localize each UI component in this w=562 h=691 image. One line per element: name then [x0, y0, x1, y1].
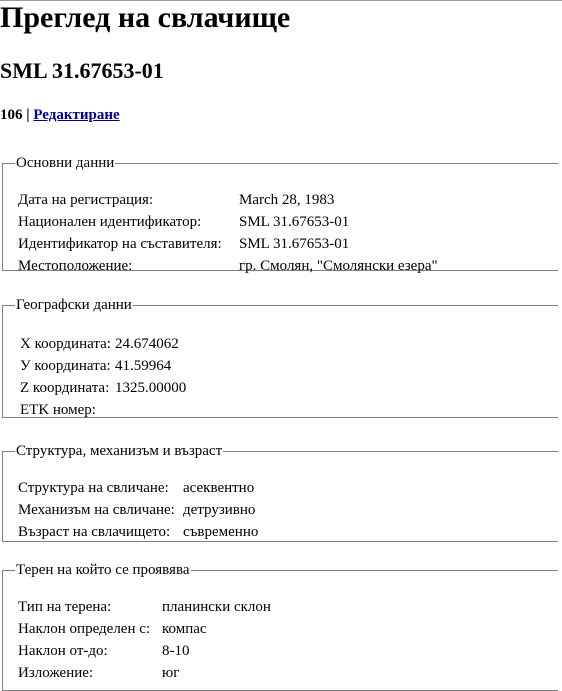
registration-date-row: [18, 189, 438, 211]
slide-structure-row: [18, 477, 258, 499]
field-label: Местоположение:: [18, 258, 133, 274]
basic-data-table: [18, 189, 438, 277]
etk-number-row: [20, 399, 186, 421]
field-value: асеквентно: [183, 480, 255, 496]
location-row: [18, 255, 438, 277]
field-value: 24.674062: [114, 336, 179, 352]
field-value: March 28, 1983: [239, 192, 335, 208]
terrain-table: [18, 596, 271, 684]
field-label: Идентификатор на съставителя:: [18, 236, 222, 252]
exposure-row: [18, 662, 271, 684]
field-value: гр. Смолян, "Смолянски езера": [239, 258, 438, 274]
field-label: Национален идентификатор:: [18, 214, 202, 230]
basic-data-section: [2, 154, 558, 274]
slope-method-row: [18, 618, 271, 640]
field-value: компас: [162, 621, 207, 637]
slope-range-row: [18, 640, 271, 662]
field-value: SML 31.67653-01: [239, 214, 350, 230]
field-label: ETK номер:: [20, 402, 96, 418]
record-id: 106: [0, 107, 23, 123]
z-coordinate-row: [20, 377, 186, 399]
field-value: 1325.00000: [114, 380, 187, 396]
field-label: Z координата:: [20, 380, 110, 396]
field-label: Наклон от-до:: [18, 643, 108, 659]
field-value: съвременно: [183, 524, 259, 540]
geographic-data-section: [2, 296, 558, 418]
edit-link[interactable]: Редактиране: [33, 107, 120, 123]
x-coordinate-row: [20, 333, 186, 355]
field-label: У координата:: [20, 358, 111, 374]
landslide-identifier: SML 31.67653-01: [0, 58, 164, 83]
field-value: юг: [162, 665, 180, 681]
field-value: SML 31.67653-01: [239, 236, 350, 252]
slide-mechanism-row: [18, 499, 258, 521]
terrain-type-row: [18, 596, 271, 618]
separator: |: [26, 107, 30, 123]
national-id-row: [18, 211, 438, 233]
record-meta: [0, 105, 120, 125]
field-label: Наклон определен с:: [18, 621, 151, 637]
geographic-data-table: [20, 333, 186, 421]
structure-table: [18, 477, 258, 543]
geographic-data-legend: Географски данни: [16, 297, 132, 313]
field-label: Изложение:: [18, 665, 94, 681]
field-value: 41.59964: [114, 358, 172, 374]
author-id-row: [18, 233, 438, 255]
terrain-legend: Терен на който се проявява: [16, 562, 190, 578]
landslide-age-row: [18, 521, 258, 543]
page-title: Преглед на свлачище: [0, 1, 291, 34]
field-label: Структура на свличане:: [18, 480, 169, 496]
field-label: X координата:: [20, 336, 111, 352]
y-coordinate-row: [20, 355, 186, 377]
field-value: 8-10: [162, 643, 190, 659]
field-label: Тип на терена:: [18, 599, 112, 615]
field-value: детрузивно: [183, 502, 256, 518]
field-value: планински склон: [162, 599, 271, 615]
field-label: Механизъм на свличане:: [18, 502, 175, 518]
field-value: [111, 399, 186, 421]
field-label: Възраст на свлачището:: [18, 524, 171, 540]
field-label: Дата на регистрация:: [18, 192, 154, 208]
terrain-section: [2, 561, 558, 691]
structure-section: [2, 442, 558, 542]
structure-legend: Структура, механизъм и възраст: [16, 443, 223, 459]
basic-data-legend: Основни данни: [16, 155, 115, 171]
